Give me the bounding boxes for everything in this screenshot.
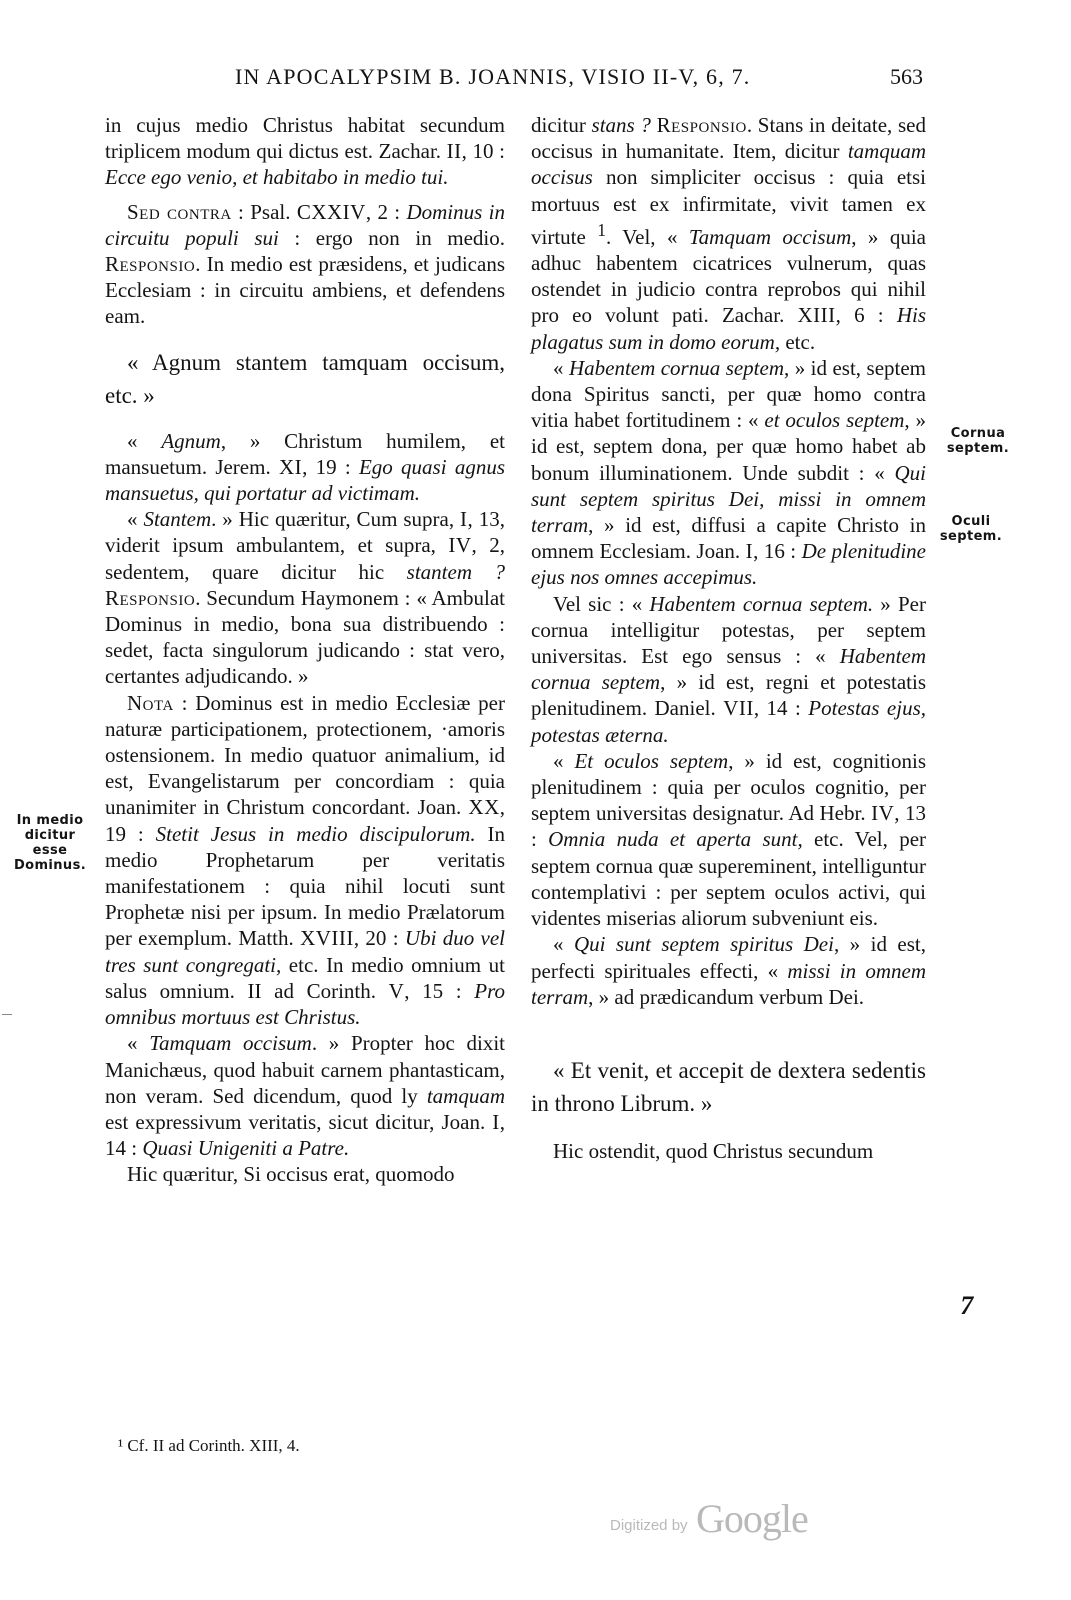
margin-note-right: Oculi septem.: [939, 514, 1003, 544]
paragraph: « Et oculos septem, » id est, cognitionis plenitudinem : quia per oculos cognitio, per septem universitas designatur. Ad Hebr. IV, 13 : Omnia nuda et aperta sunt, etc. Vel, per septem cornua quæ supereminent, intelliguntur contemplativi : per septem oculos activi, qui videntes miserias aliorum subveniunt eis.: [531, 748, 927, 931]
running-title: IN APOCALYPSIM B. JOANNIS, VISIO II-V, 6, 7.: [235, 64, 751, 89]
paragraph: Nota : Dominus est in medio Ecclesiæ per naturæ participationem, protectionem, ·amoris ostensionem. In medio quatuor animalium, id est, Evangelistarum per concordiam : quia unanimiter in Christum concordant. Joan. XX, 19 : Stetit Jesus in medio discipulorum. In medio Prophetarum per veritatis manifestationem : quia nihil locuti sunt Prophetæ nisi per ipsum. In medio Prælatorum per exemplum. Matth. XVIII, 20 : Ubi duo vel tres sunt congregati, etc. In medio omnium ut salus omnium. II ad Corinth. V, 15 : Pro omnibus mortuus est Christus.: [105, 690, 506, 1030]
paragraph: « Qui sunt septem spiritus Dei, » id est, perfecti spirituales effecti, « missi in omnem terram, » ad prædicandum verbum Dei.: [531, 932, 927, 1009]
paragraph: « Agnum, » Christum humilem, et mansuetum. Jerem. XI, 19 : Ego quasi agnus mansuetus, qui portatur ad victimam.: [105, 428, 506, 506]
watermark-logo: Google: [696, 1496, 808, 1541]
margin-note-right: Cornua septem.: [946, 426, 1010, 456]
right-column: [531, 112, 926, 1164]
watermark: [610, 1497, 870, 1547]
margin-note-left: In medio dicitur esse Dominus.: [13, 813, 87, 873]
lemma: « Agnum stantem tamquam occisum, etc. »: [105, 349, 505, 408]
verse-number: 7: [960, 1291, 974, 1320]
page-number: 563: [890, 64, 923, 89]
watermark-small: Digitized by: [610, 1517, 688, 1534]
paragraph: « Stantem. » Hic quæritur, Cum supra, I, 13, viderit ipsum ambulantem, et supra, IV, 2, sedentem, quare dicitur hic stantem ? Responsio. Secundum Haymonem : « Ambulat Dominus in medio, bona sua distribuendo : sedet, facta singulorum judicando : stat vero, certantes adjudicando. »: [105, 507, 505, 689]
paragraph: Sed contra : Psal. CXXIV, 2 : Dominus in circuitu populi sui : ergo non in medio. Responsio. In medio est præsidens, et judicans Ecclesiam : in circuitu ambiens, et defendens eam.: [105, 199, 505, 329]
paragraph: « Tamquam occisum. » Propter hoc dixit Manichæus, quod habuit carnem phantasticam, non veram. Sed dicendum, quod ly tamquam est expressivum veritatis, sicut dicitur, Joan. I, 14 : Quasi Unigeniti a Patre.: [105, 1031, 505, 1161]
paragraph: Hic ostendit, quod Christus secundum: [553, 1138, 874, 1163]
footnote-ref: 1: [597, 219, 606, 240]
left-column: [105, 112, 505, 1188]
paragraph: « Habentem cornua septem, » id est, septem dona Spiritus sancti, per quæ homo contra vitia habet fortitudinem : « et oculos septem, » id est, septem dona, per quæ homo habet ab bonum illuminationem. Unde subdit : « Qui sunt septem spiritus Dei, missi in omnem terram, » id est, diffusi a capite Christo in omnem Ecclesiam. Joan. I, 16 : De plenitudine ejus nos omnes accepimus.: [531, 355, 927, 590]
paragraph: Hic quæritur, Si occisus erat, quomodo: [127, 1162, 455, 1187]
edge-mark: [2, 1014, 12, 1015]
paragraph: dicitur stans ? Responsio. Stans in deitate, sed occisus in humanitate. Item, dicitur tamquam occisus non simpliciter occisus : quia etsi mortuus est ex infirmitate, vivit tamen ex virtute $^1$. Vel, « Tamquam occisum, » quia adhuc habentem cicatrices vulnerum, quas ostendet in judicio contra reprobos qui nihil pro eo volunt pati. Zachar. XIII, 6 : His plagatus sum in domo eorum, etc.: [531, 113, 926, 354]
running-header: [105, 58, 923, 98]
lemma: « Et venit, et accepit de dextera sedentis in throno Librum. »: [531, 1057, 926, 1116]
footnote: ¹ Cf. II ad Corinth. XIII, 4.: [118, 1436, 300, 1455]
paragraph: Vel sic : « Habentem cornua septem. » Per cornua intelligitur potestas, per septem universitas. Est ego sensus : « Habentem cornua septem, » id est, regni et potestatis plenitudinem. Daniel. VII, 14 : Potestas ejus, potestas æterna.: [531, 591, 926, 747]
paragraph: in cujus medio Christus habitat secundum triplicem modum qui dictus est. Zachar. II, 10 : Ecce ego venio, et habitabo in medio tui.: [105, 113, 505, 190]
